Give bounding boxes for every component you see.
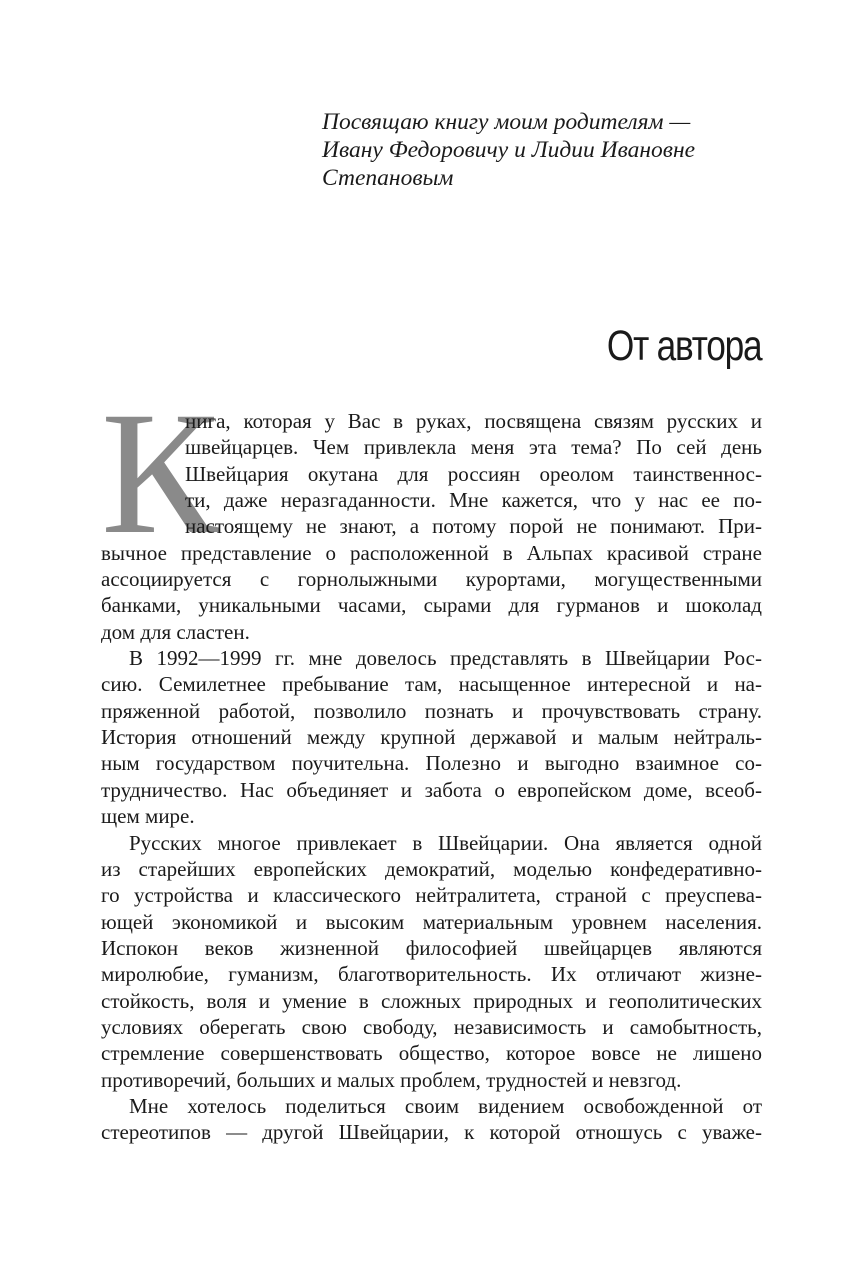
text-line: вычное представление о расположенной в Альпах красивой стране [101, 540, 762, 565]
body-text [101, 408, 762, 1146]
dedication [322, 108, 782, 192]
text-line: противоречий, больших и малых проблем, трудностей и невзгод. [101, 1067, 682, 1092]
dedication-line: Степановым [322, 165, 454, 191]
dedication-line: Ивану Федоровичу и Лидии Ивановне [322, 137, 696, 163]
text-line: ющей экономикой и высоким материальным уровнем населения. [101, 909, 762, 934]
text-line: стойкость, воля и умение в сложных природных и геополитических [101, 988, 762, 1013]
text-line: банками, уникальными часами, сырами для гурманов и шоколад [101, 593, 762, 618]
text-line: миролюбие, гуманизм, благотворительность. Их отличают жизне- [101, 962, 762, 987]
text-line: нига, которая у Вас в руках, посвящена связям русских и [185, 409, 762, 433]
text-line: дом для сластен. [101, 619, 250, 644]
text-line: сию. Семилетнее пребывание там, насыщенное интересной и на- [101, 672, 762, 697]
text-line: Русских многое привлекает в Швейцарии. Она является одной [129, 830, 762, 855]
dedication-line: Посвящаю книгу моим родителям — [322, 109, 691, 135]
text-line: го устройства и классического нейтралитета, страной с преуспева- [101, 883, 762, 908]
text-line: В 1992—1999 гг. мне довелось представлять в Швейцарии Рос- [129, 646, 762, 671]
text-line: пряженной работой, позволило познать и прочувствовать страну. [101, 698, 762, 723]
text-line: ти, даже неразгаданности. Мне кажется, что у нас ее по- [185, 488, 762, 513]
text-line: ным государством поучительна. Полезно и выгодно взаимное со- [101, 751, 762, 776]
text-line: швейцарцев. Чем привлекла меня эта тема? По сей день [185, 435, 762, 460]
text-line: История отношений между крупной державой и малым нейтраль- [101, 725, 762, 750]
text-line: щем мире. [101, 804, 195, 829]
text-line: ассоциируется с горнолыжными курортами, могущественными [101, 567, 762, 592]
text-line: стремление совершенствовать общество, которое вовсе не лишено [101, 1041, 762, 1066]
text-line: условиях оберегать свою свободу, независимость и самобытность, [101, 1014, 762, 1039]
text-line: настоящему не знают, а потому порой не понимают. При- [185, 514, 762, 539]
text-line: Испокон веков жизненной философией швейцарцев являются [101, 935, 762, 960]
text-line: из старейших европейских демократий, моделью конфедеративно- [101, 856, 762, 881]
text-line: Швейцария окутана для россиян ореолом таинственнос- [185, 461, 762, 486]
text-line: стереотипов — другой Швейцарии, к которой отношусь с уваже- [101, 1120, 762, 1145]
chapter-title: От автора [606, 322, 761, 370]
drop-cap: К [101, 376, 219, 571]
text-line: трудничество. Нас объединяет и забота о европейском доме, всеоб- [101, 777, 762, 802]
text-line: Мне хотелось поделиться своим видением освобожденной от [129, 1093, 762, 1118]
